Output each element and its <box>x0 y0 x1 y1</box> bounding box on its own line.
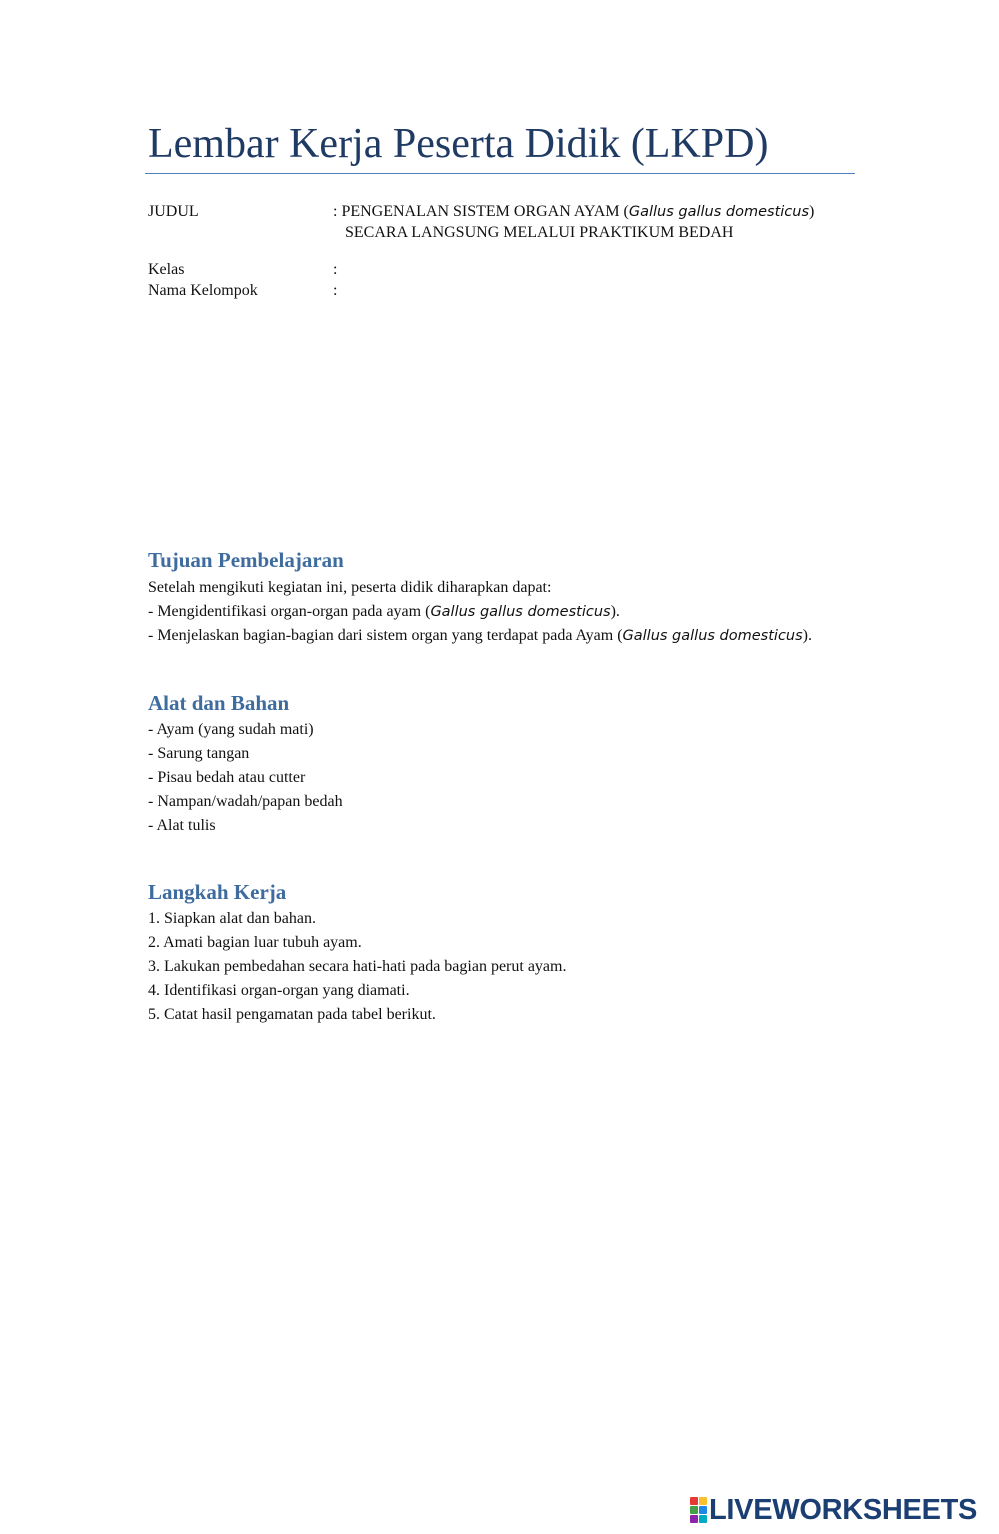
langkah-item: 4. Identifikasi organ-organ yang diamati. <box>148 982 410 999</box>
kelas-colon: : <box>333 261 338 278</box>
alat-item: - Sarung tangan <box>148 745 250 762</box>
logo-square <box>690 1506 698 1514</box>
langkah-item: 1. Siapkan alat dan bahan. <box>148 910 316 927</box>
judul-value-line2: SECARA LANGSUNG MELALUI PRAKTIKUM BEDAH <box>345 224 734 241</box>
kelompok-label: Nama Kelompok <box>148 282 258 299</box>
langkah-heading: Langkah Kerja <box>148 880 287 904</box>
title-underline <box>145 173 855 174</box>
langkah-item: 3. Lakukan pembedahan secara hati-hati pada bagian perut ayam. <box>148 958 567 975</box>
logo-square <box>699 1515 707 1523</box>
logo-square <box>699 1506 707 1514</box>
langkah-item: 5. Catat hasil pengamatan pada tabel berikut. <box>148 1006 436 1023</box>
logo-square <box>690 1515 698 1523</box>
langkah-item: 2. Amati bagian luar tubuh ayam. <box>148 934 362 951</box>
alat-item: - Ayam (yang sudah mati) <box>148 721 314 738</box>
judul-prefix: : PENGENALAN SISTEM ORGAN AYAM ( <box>333 203 629 220</box>
kelas-label: Kelas <box>148 261 185 278</box>
alat-item: - Alat tulis <box>148 817 216 834</box>
tujuan-item-2 <box>148 625 812 647</box>
tujuan-item-1 <box>148 601 620 623</box>
alat-item: - Nampan/wadah/papan bedah <box>148 793 343 810</box>
logo-square <box>699 1497 707 1505</box>
liveworksheets-logo[interactable] <box>690 1494 977 1526</box>
tujuan-item-2-species: Gallus gallus domesticus <box>622 628 803 644</box>
alat-heading: Alat dan Bahan <box>148 691 290 715</box>
judul-value <box>333 201 814 223</box>
tujuan-item-2-suffix: ). <box>802 627 812 644</box>
logo-text: LIVEWORKSHEETS <box>709 1494 978 1526</box>
kelompok-colon: : <box>333 282 338 299</box>
tujuan-item-1-prefix: - Mengidentifikasi organ-organ pada ayam ( <box>148 603 431 620</box>
tujuan-item-1-suffix: ). <box>610 603 620 620</box>
liveworksheets-mark-icon <box>690 1497 706 1523</box>
logo-square <box>690 1497 698 1505</box>
alat-item: - Pisau bedah atau cutter <box>148 769 306 786</box>
tujuan-intro: Setelah mengikuti kegiatan ini, peserta didik diharapkan dapat: <box>148 579 552 596</box>
judul-label: JUDUL <box>148 203 199 220</box>
judul-suffix: ) <box>809 203 815 220</box>
tujuan-heading: Tujuan Pembelajaran <box>148 548 344 572</box>
tujuan-item-2-prefix: - Menjelaskan bagian-bagian dari sistem organ yang terdapat pada Ayam ( <box>148 627 623 644</box>
tujuan-item-1-species: Gallus gallus domesticus <box>430 604 611 620</box>
page-title: Lembar Kerja Peserta Didik (LKPD) <box>148 121 769 167</box>
judul-species: Gallus gallus domesticus <box>628 204 810 220</box>
